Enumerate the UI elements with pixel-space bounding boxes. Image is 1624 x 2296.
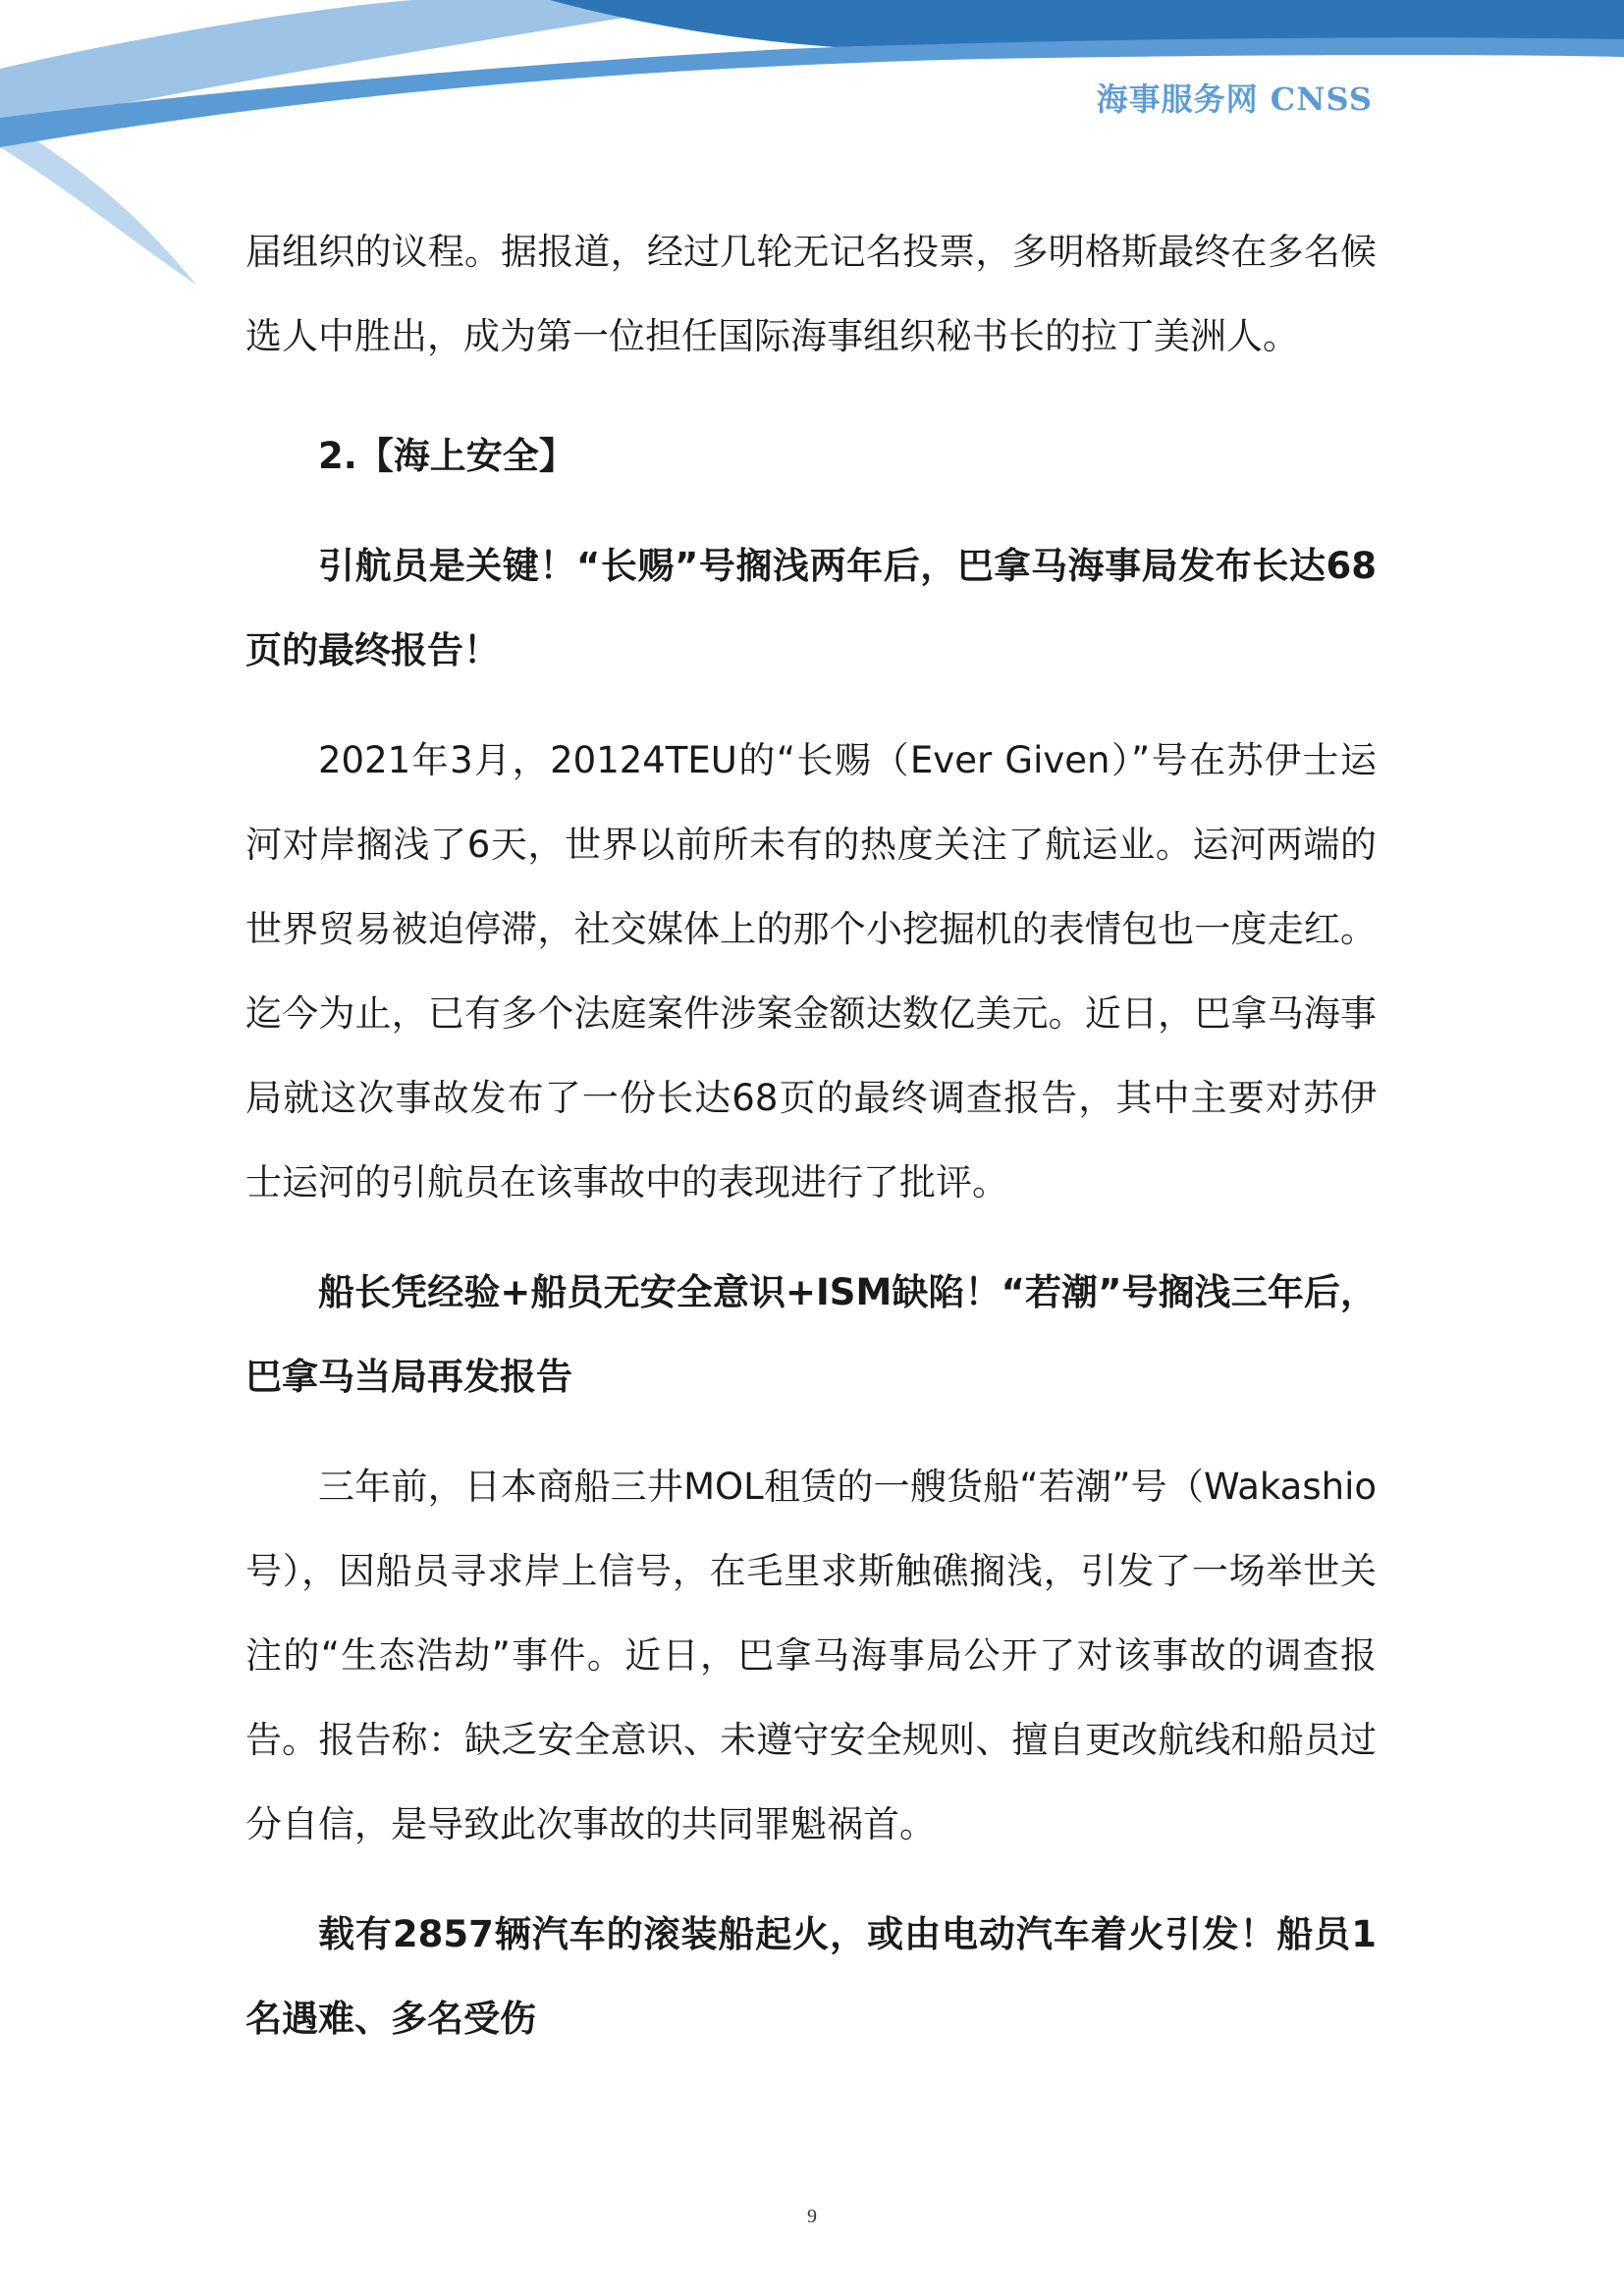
site-name: 海事服务网 CNSS <box>1096 80 1373 118</box>
page-number: 9 <box>807 2206 817 2227</box>
article-title-roro-fire: 载有2857辆汽车的滚装船起火，或由电动汽车着火引发！船员1名遇难、多名受伤 <box>245 1913 1377 2040</box>
article-title-ever-given: 引航员是关键！“长赐”号搁浅两年后，巴拿马海事局发布长达68页的最终报告！ <box>245 545 1377 671</box>
banner-light-wedge <box>0 118 196 285</box>
article-text-ever-given: 2021年3月，20124TEU的“长赐（Ever Given）”号在苏伊士运河对岸搁浅了6天，世界以前所未有的热度关注了航运业。运河两端的世界贸易被迫停滞，社交媒体上的那个小挖掘机的表情包也一度走红。迄今为止，已有多个法庭案件涉案金额达数亿美元。近日，巴拿马海事局就这次事故发布了一份长达68页的最终调查报告，其中主要对苏伊士运河的引航员在该事故中的表现进行了批评。 <box>245 739 1377 1203</box>
document-body <box>245 210 1377 2061</box>
intro-paragraph: 届组织的议程。据报道，经过几轮无记名投票，多明格斯最终在多名候选人中胜出，成为第一位担任国际海事组织秘书长的拉丁美洲人。 <box>245 231 1377 357</box>
article-title-wakashio: 船长凭经验+船员无安全意识+ISM缺陷！“若潮”号搁浅三年后，巴拿马当局再发报告 <box>245 1271 1377 1398</box>
article-text-wakashio: 三年前，日本商船三井MOL租赁的一艘货船“若潮”号（Wakashio号），因船员寻求岸上信号，在毛里求斯触礁搁浅，引发了一场举世关注的“生态浩劫”事件。近日，巴拿马海事局公开了对该事故的调查报告。报告称：缺乏安全意识、未遵守安全规则、擅自更改航线和船员过分自信，是导致此次事故的共同罪魁祸首。 <box>245 1466 1377 1845</box>
section-heading: 2.【海上安全】 <box>318 435 575 477</box>
